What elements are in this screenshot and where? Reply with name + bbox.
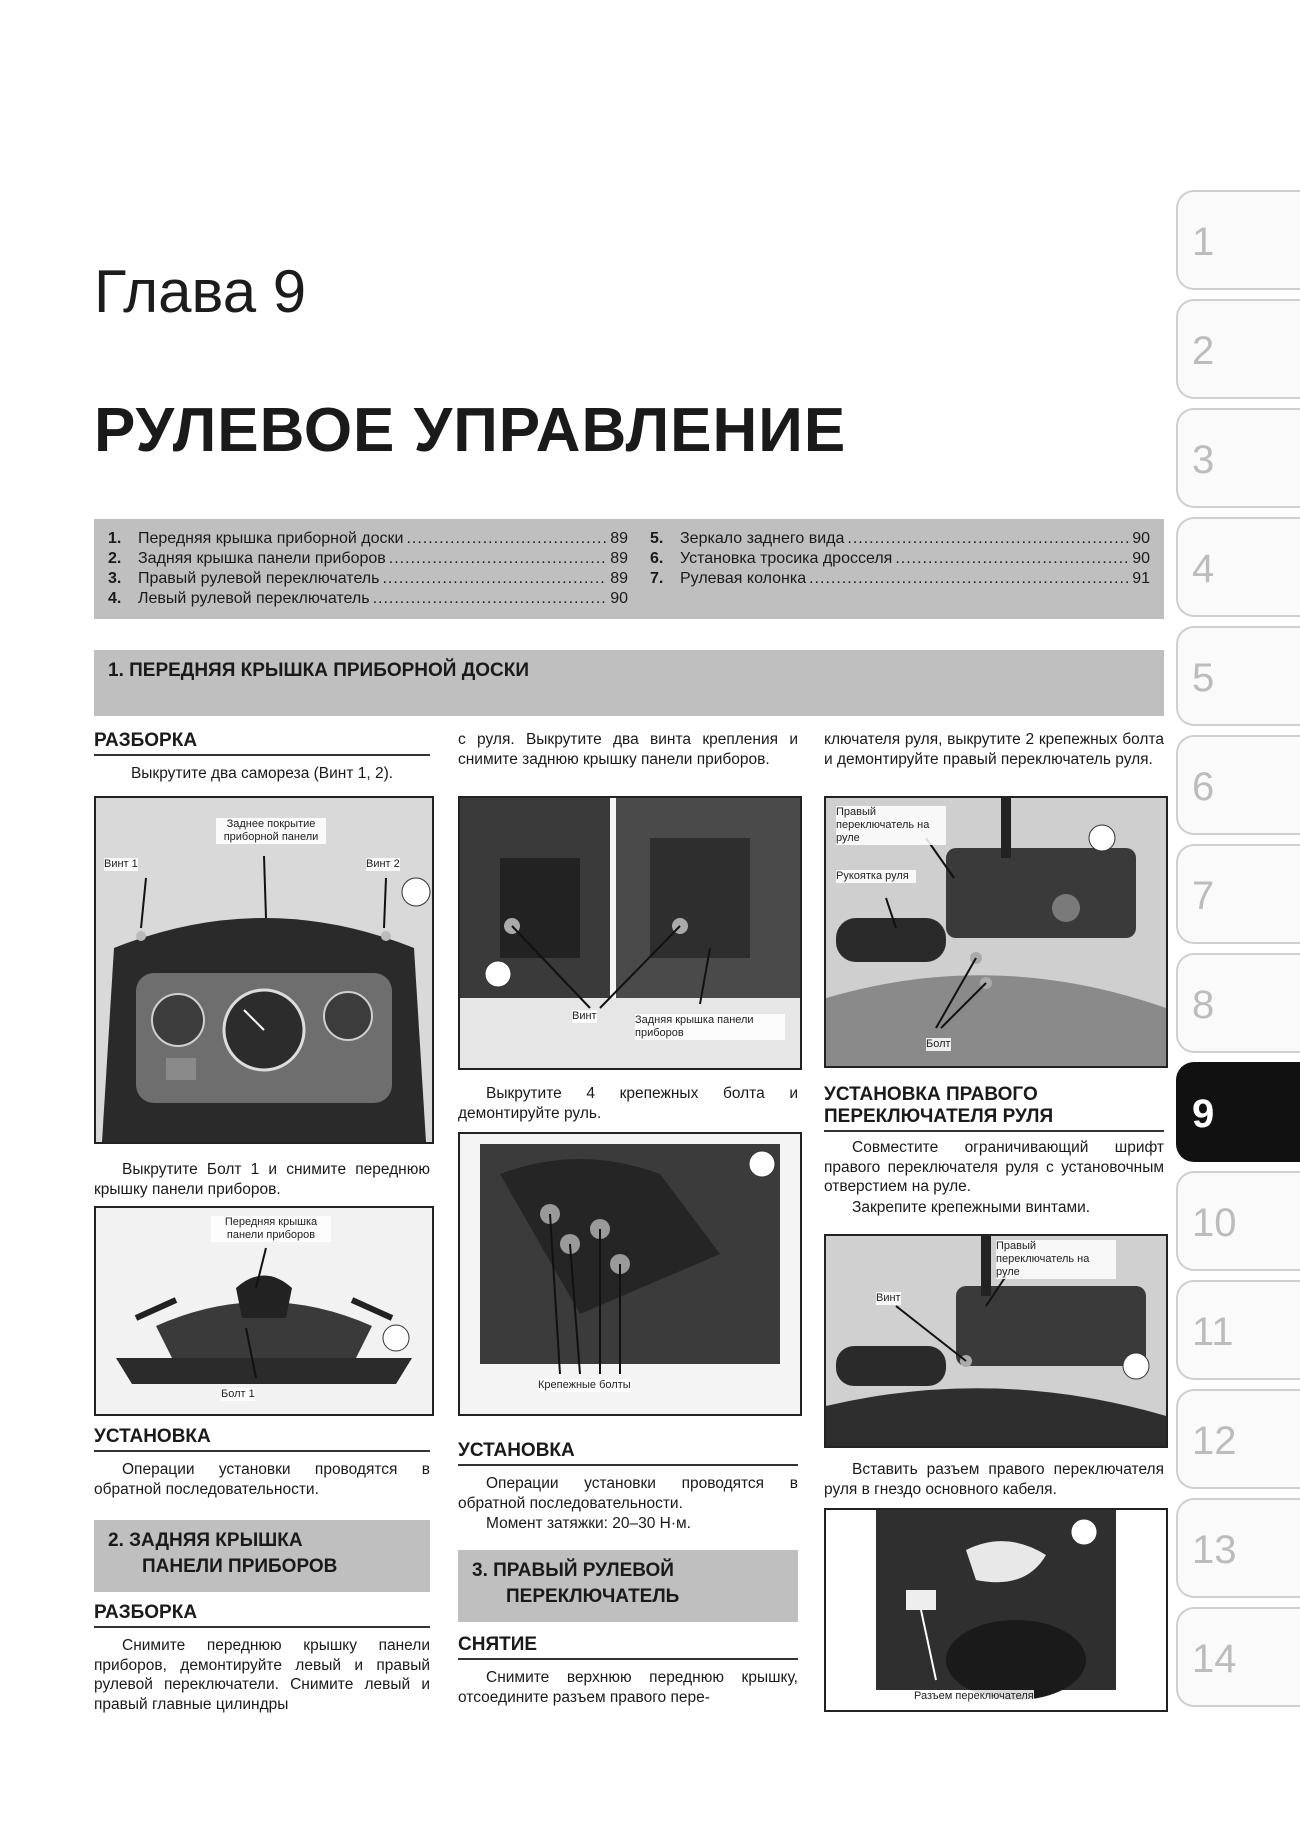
toc-text: Зеркало заднего вида <box>680 530 845 547</box>
toc-left-column <box>108 529 628 609</box>
toc-page: 90 <box>1132 550 1150 567</box>
toc-page: 89 <box>610 550 628 567</box>
toc-page: 90 <box>1132 530 1150 547</box>
chapter-tab-10[interactable]: 10 <box>1176 1171 1300 1271</box>
fig2-label-cover: Передняя крышка панели приборов <box>211 1216 331 1242</box>
section-3-title-line-1: 3. ПРАВЫЙ РУЛЕВОЙ <box>472 1560 674 1581</box>
col1-paragraph-4: Снимите переднюю крышку панели приборов, демонтируйте левый и правый рулевой переключатели. Снимите левый и правый главные цилиндры <box>94 1637 430 1713</box>
switch-connector-photo <box>826 1510 1166 1710</box>
section-3-title-line-2: ПЕРЕКЛЮЧАТЕЛЬ <box>506 1586 680 1607</box>
toc-item[interactable] <box>650 549 1150 569</box>
fig1-label-screw-1: Винт 1 <box>104 858 138 870</box>
chapter-tab-2[interactable]: 2 <box>1176 299 1300 399</box>
fig4-label-bolts: Крепежные болты <box>538 1379 631 1391</box>
fig6-label-switch: Правый переключатель на руле <box>996 1240 1116 1279</box>
toc-num: 2. <box>108 550 122 567</box>
chapter-tab-6[interactable]: 6 <box>1176 735 1300 835</box>
toc-page: 91 <box>1132 570 1150 587</box>
chapter-tab-14[interactable]: 14 <box>1176 1607 1300 1707</box>
toc-page: 89 <box>610 570 628 587</box>
heading-ustanovka-2: УСТАНОВКА <box>458 1440 798 1466</box>
toc-text: Задняя крышка панели приборов <box>138 550 386 567</box>
heading-razborka-2: РАЗБОРКА <box>94 1602 430 1628</box>
figure-front-cover <box>94 1206 434 1416</box>
fig6-label-screw: Винт <box>876 1292 901 1304</box>
chapter-title: РУЛЕВОЕ УПРАВЛЕНИЕ <box>94 396 847 465</box>
toc-text: Передняя крышка приборной доски <box>138 530 404 547</box>
chapter-tab-5[interactable]: 5 <box>1176 626 1300 726</box>
figure-right-switch <box>824 796 1168 1068</box>
col1-paragraph-1: Выкрутите два самореза (Винт 1, 2). <box>130 765 394 782</box>
heading-snyatie: СНЯТИЕ <box>458 1634 798 1660</box>
heading-razborka: РАЗБОРКА <box>94 730 430 756</box>
col3-paragraph-4: Вставить разъем правого переключателя руля в гнездо основного кабеля. <box>824 1461 1164 1498</box>
section-2-header <box>94 1520 430 1592</box>
figure-handlebar-bolts <box>458 1132 802 1416</box>
fig3-label-cover: Задняя крышка панели приборов <box>635 1014 785 1040</box>
col3-paragraph-1: ключателя руля, выкрутите 2 крепежных болта и демонтируйте правый переключатель руля. <box>824 731 1164 768</box>
col3-paragraph-3: Закрепите крепежными винтами. <box>852 1199 1091 1216</box>
fig7-label-connector: Разъем переключателя <box>914 1690 1034 1702</box>
section-2-title-line-1: 2. ЗАДНЯЯ КРЫШКА <box>108 1530 303 1551</box>
chapter-tab-7[interactable]: 7 <box>1176 844 1300 944</box>
toc-num: 4. <box>108 590 122 607</box>
chapter-tab-4[interactable]: 4 <box>1176 517 1300 617</box>
heading-ustanovka-1: УСТАНОВКА <box>94 1426 430 1452</box>
toc-num: 1. <box>108 530 122 547</box>
fig1-label-cover: Заднее покрытие приборной панели <box>216 818 326 844</box>
section-1-title: 1. ПЕРЕДНЯЯ КРЫШКА ПРИБОРНОЙ ДОСКИ <box>108 660 530 681</box>
col1-paragraph-3: Операции установки проводятся в обратной последовательности. <box>94 1461 430 1498</box>
figure-switch-install <box>824 1234 1168 1448</box>
table-of-contents <box>94 519 1164 619</box>
toc-text: Правый рулевой переключатель <box>138 570 380 587</box>
toc-num: 7. <box>650 570 664 587</box>
col2-paragraph-5: Снимите верхнюю переднюю крышку, отсоедините разъем правого пере- <box>458 1669 798 1706</box>
toc-right-column <box>650 529 1150 589</box>
figure-switch-connector <box>824 1508 1168 1712</box>
toc-num: 6. <box>650 550 664 567</box>
toc-text: Левый рулевой переключатель <box>138 590 370 607</box>
chapter-tab-8[interactable]: 8 <box>1176 953 1300 1053</box>
section-1-header <box>94 650 1164 716</box>
fig5-label-switch: Правый переключатель на руле <box>836 806 946 845</box>
figure-instrument-panel <box>94 796 434 1144</box>
figure-rear-cover <box>458 796 802 1070</box>
col2-paragraph-2: Выкрутите 4 крепежных болта и демонтируйте руль. <box>458 1085 798 1122</box>
chapter-tab-3[interactable]: 3 <box>1176 408 1300 508</box>
chapter-label: Глава 9 <box>94 258 307 325</box>
toc-item[interactable] <box>650 529 1150 549</box>
chapter-tab-9[interactable]: 9 <box>1176 1062 1300 1162</box>
col3-paragraph-2: Совместите ограничивающий шрифт правого переключателя руля с установочным отверстием на руле. <box>824 1139 1164 1195</box>
toc-page: 89 <box>610 530 628 547</box>
col1-paragraph-2: Выкрутите Болт 1 и снимите переднюю крышку панели приборов. <box>94 1161 430 1198</box>
toc-item[interactable] <box>108 529 628 549</box>
fig5-label-bolt: Болт <box>926 1038 951 1050</box>
heading-install-right-switch: УСТАНОВКА ПРАВОГО ПЕРЕКЛЮЧАТЕЛЯ РУЛЯ <box>824 1084 1164 1132</box>
section-2-title-line-2: ПАНЕЛИ ПРИБОРОВ <box>142 1556 338 1577</box>
fig2-label-bolt: Болт 1 <box>221 1388 255 1400</box>
fig1-label-screw-2: Винт 2 <box>366 858 400 870</box>
fig3-label-screw: Винт <box>572 1010 597 1022</box>
section-3-header <box>458 1550 798 1622</box>
toc-item[interactable] <box>108 569 628 589</box>
toc-num: 3. <box>108 570 122 587</box>
chapter-tab-12[interactable]: 12 <box>1176 1389 1300 1489</box>
toc-item[interactable] <box>108 549 628 569</box>
toc-item[interactable] <box>108 589 628 609</box>
col2-paragraph-4: Момент затяжки: 20–30 Н·м. <box>486 1515 691 1532</box>
handlebar-bolts-photo <box>460 1134 800 1414</box>
col2-paragraph-3: Операции установки проводятся в обратной последовательности. <box>458 1475 798 1512</box>
toc-num: 5. <box>650 530 664 547</box>
toc-page: 90 <box>610 590 628 607</box>
chapter-tab-11[interactable]: 11 <box>1176 1280 1300 1380</box>
chapter-tab-13[interactable]: 13 <box>1176 1498 1300 1598</box>
fig5-label-grip: Рукоятка руля <box>836 870 916 883</box>
toc-item[interactable] <box>650 569 1150 589</box>
toc-text: Установка тросика дросселя <box>680 550 893 567</box>
chapter-tab-1[interactable]: 1 <box>1176 190 1300 290</box>
instrument-panel-photo <box>96 798 432 1142</box>
col2-paragraph-1: с руля. Выкрутите два винта крепления и снимите заднюю крышку панели приборов. <box>458 731 798 768</box>
toc-text: Рулевая колонка <box>680 570 807 587</box>
